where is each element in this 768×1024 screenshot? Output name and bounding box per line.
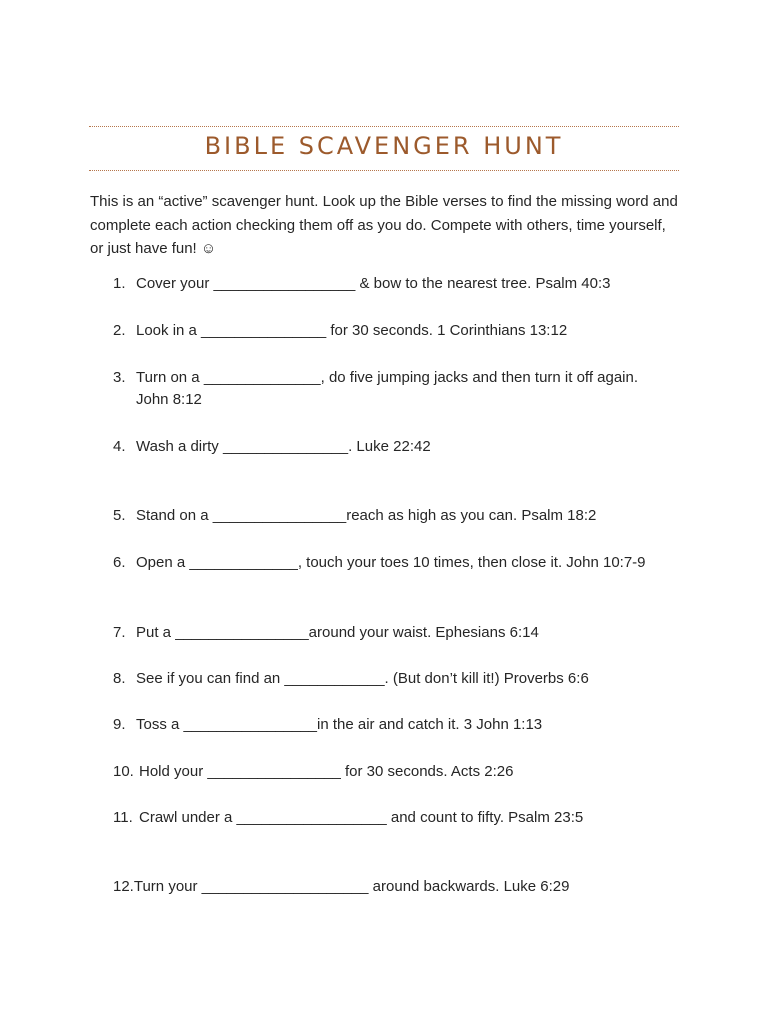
list-item-number: 2. (113, 322, 126, 339)
list-item-11 (113, 807, 583, 829)
list-item-text: Turn on a ______________, do five jumping jacks and then turn it off again. (136, 369, 639, 386)
list-item-text: Toss a ________________in the air and catch it. 3 John 1:13 (136, 716, 543, 733)
list-item-text: See if you can find an ____________. (But don’t kill it!) Proverbs 6:6 (136, 670, 589, 687)
list-item-continuation: John 8:12 (136, 391, 202, 408)
list-item-text: Put a ________________around your waist. Ephesians 6:14 (136, 624, 539, 641)
list-item-12 (113, 876, 569, 898)
list-item-4 (113, 436, 431, 458)
list-item-5 (113, 505, 596, 527)
list-item-2 (113, 320, 567, 342)
list-item-number: 5. (113, 507, 126, 524)
list-item-text: Crawl under a __________________ and count to fifty. Psalm 23:5 (139, 809, 584, 826)
list-item-3 (113, 367, 638, 411)
list-item-number: 4. (113, 438, 126, 455)
list-item-text: Stand on a ________________reach as high as you can. Psalm 18:2 (136, 507, 597, 524)
intro-paragraph: This is an “active” scavenger hunt. Look up the Bible verses to find the missing word and complete each action checking them off as you do. Compete with others, time yourself, or just have fun! ☺ (90, 193, 678, 257)
list-item-number: 1. (113, 275, 126, 292)
list-item-8 (113, 668, 589, 690)
list-item-number: 7. (113, 624, 126, 641)
list-item-number: 3. (113, 369, 126, 386)
list-item-9 (113, 714, 542, 736)
page-title: BIBLE SCAVENGER HUNT (204, 132, 564, 160)
list-item-1 (113, 273, 611, 295)
list-item-text: Hold your ________________ for 30 seconds. Acts 2:26 (139, 763, 514, 780)
list-item-text: Look in a _______________ for 30 seconds. 1 Corinthians 13:12 (136, 322, 568, 339)
list-item-10 (113, 761, 513, 783)
title-top-rule (89, 126, 679, 127)
list-item-number: 8. (113, 670, 126, 687)
list-item-number: 6. (113, 554, 126, 571)
list-item-number: 11. (113, 809, 133, 826)
list-item-number: 12. (113, 878, 134, 895)
list-item-text: Turn your ____________________ around backwards. Luke 6:29 (133, 878, 570, 895)
list-item-text: Cover your _________________ & bow to the nearest tree. Psalm 40:3 (136, 275, 611, 292)
list-item-text: Wash a dirty _______________. Luke 22:42 (136, 438, 431, 455)
list-item-6 (113, 552, 646, 574)
list-item-number: 9. (113, 716, 126, 733)
list-item-7 (113, 622, 539, 644)
title-bottom-rule (89, 170, 679, 171)
list-item-number: 10. (113, 763, 134, 780)
list-item-text: Open a _____________, touch your toes 10 times, then close it. John 10:7-9 (136, 554, 646, 571)
